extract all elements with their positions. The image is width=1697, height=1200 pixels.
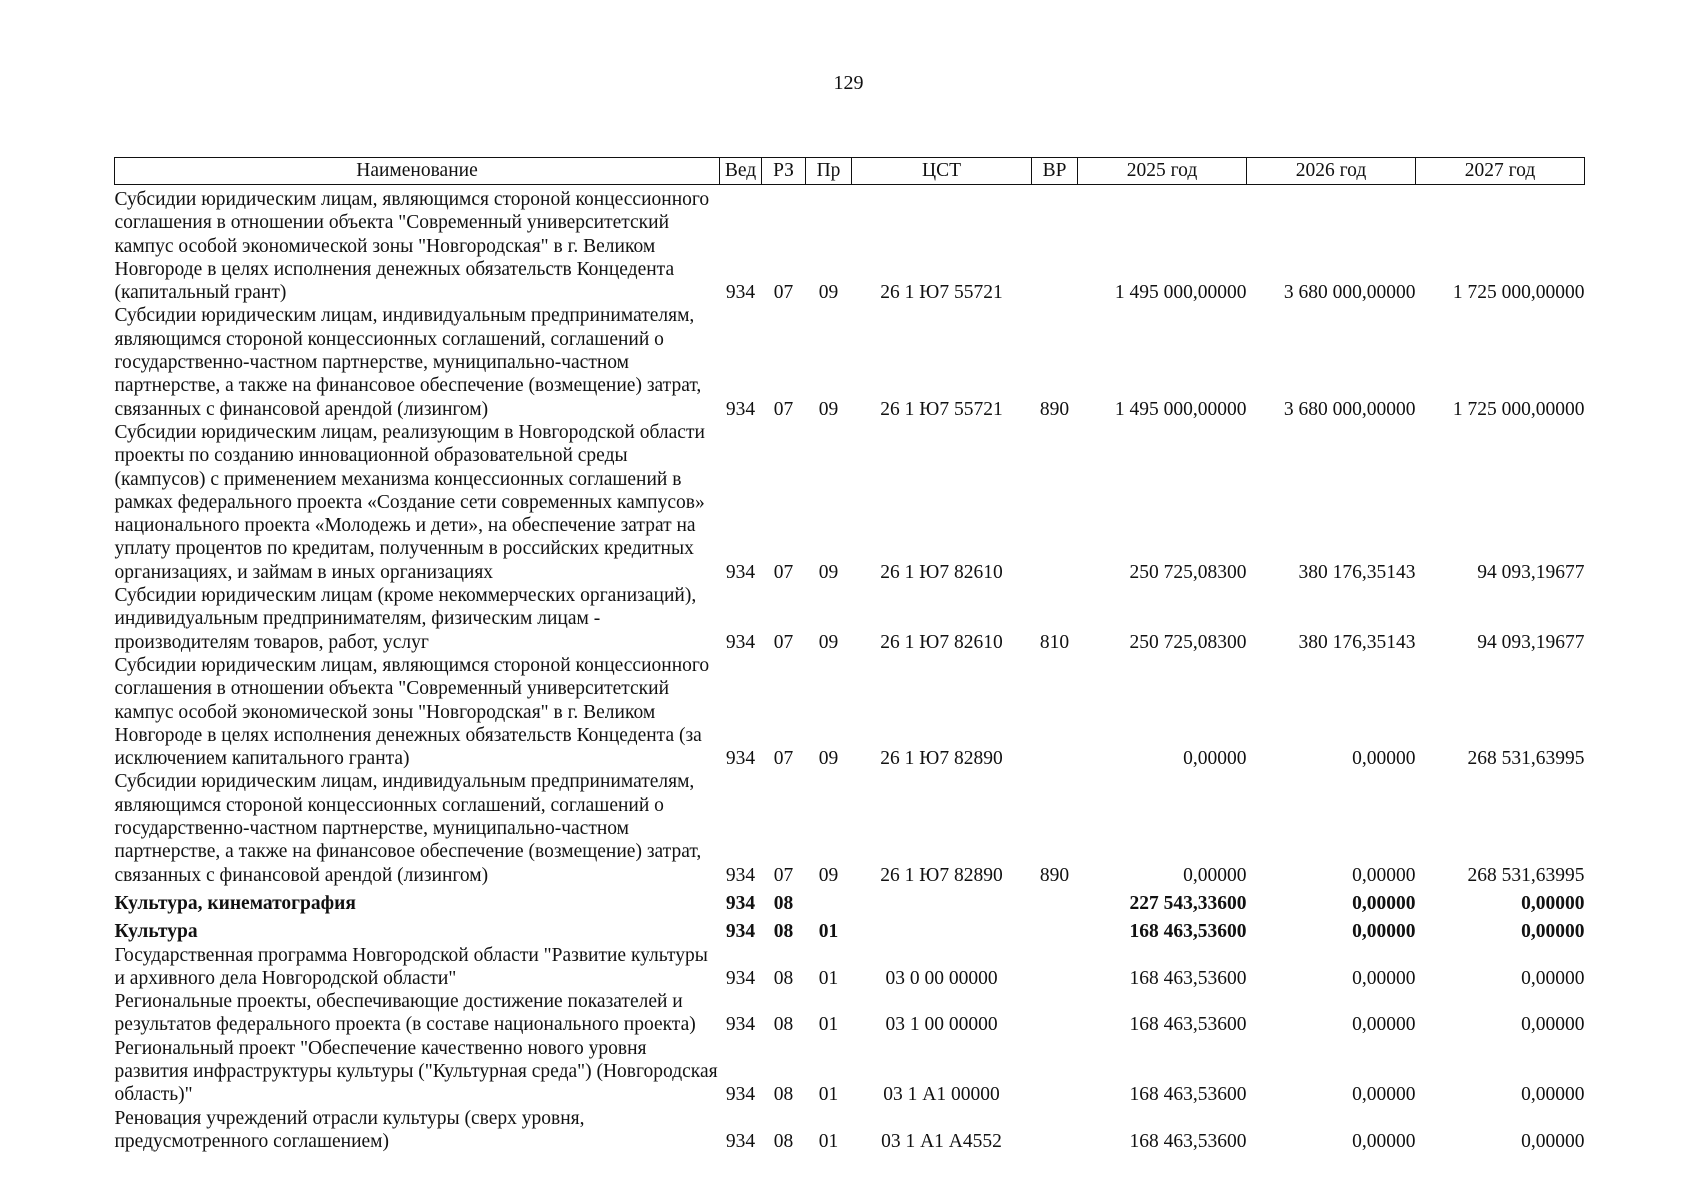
row-amount-2025: 168 463,53600 [1129,921,1247,943]
row-cst: 03 0 00 00000 [885,967,998,989]
row-amount-2027: 0,00000 [1521,921,1585,943]
row-name: Реновация учреждений отрасли культуры (сверх уровня, предусмотренного соглашением) [114,1107,585,1152]
row-pr: 01 [818,967,839,989]
row-amount-2025: 168 463,53600 [1129,1014,1247,1036]
row-rz: 07 [773,282,794,304]
table-row [115,770,1585,886]
row-amount-2027: 0,00000 [1521,1130,1585,1152]
row-name: Культура, кинематография [114,892,356,914]
row-pr: 09 [818,631,839,653]
row-ved: 934 [725,561,756,583]
row-ved: 934 [725,398,756,420]
table-row [115,1107,1585,1154]
header-rz: РЗ [762,158,806,185]
row-amount-2027: 94 093,19677 [1477,631,1585,653]
row-amount-2026: 0,00000 [1352,921,1416,943]
row-ved: 934 [725,1130,756,1152]
row-amount-2026: 3 680 000,00000 [1283,282,1416,304]
page-number: 129 [833,72,864,94]
row-rz: 08 [773,967,794,989]
row-rz: 07 [773,398,794,420]
row-amount-2026: 0,00000 [1352,1084,1416,1106]
row-name: Культура [114,921,198,943]
row-cst: 26 1 Ю7 82610 [880,631,1003,653]
row-ved: 934 [725,748,756,770]
row-pr [806,887,852,915]
row-amount-2026: 380 176,35143 [1298,631,1416,653]
row-name: Субсидии юридическим лицам, индивидуальным предпринимателям, являющимся стороной концессионных соглашений, соглашений о государственно-частном партнерстве, муниципально-частном партнерстве, а также на финансовое обеспечение (возмещение) затрат, связанных с финансовой арендой (лизингом) [114,305,702,420]
header-vr: ВР [1032,158,1078,185]
row-amount-2025: 250 725,08300 [1129,561,1247,583]
row-vr [1032,185,1078,305]
row-cst: 26 1 Ю7 82610 [880,561,1003,583]
table-header-row [115,158,1585,185]
row-vr [1032,1037,1078,1107]
row-amount-2027: 268 531,63995 [1467,748,1585,770]
row-vr: 810 [1039,631,1070,653]
row-amount-2026: 0,00000 [1352,748,1416,770]
table-row [115,584,1585,654]
budget-table [114,157,1585,1153]
row-rz: 07 [773,748,794,770]
row-amount-2025: 168 463,53600 [1129,1084,1247,1106]
row-amount-2027: 0,00000 [1521,967,1585,989]
row-pr: 09 [818,864,839,886]
table-row [115,185,1585,305]
row-amount-2025: 168 463,53600 [1129,1130,1247,1152]
row-amount-2026: 0,00000 [1352,967,1416,989]
row-amount-2026: 0,00000 [1352,1130,1416,1152]
row-rz: 07 [773,561,794,583]
row-cst: 26 1 Ю7 55721 [880,398,1003,420]
row-amount-2026: 0,00000 [1352,892,1416,914]
row-amount-2025: 168 463,53600 [1129,967,1247,989]
header-2026: 2026 год [1247,158,1416,185]
row-cst: 03 1 А1 А4552 [881,1130,1002,1152]
row-rz: 08 [773,921,794,943]
row-name: Субсидии юридическим лицам, индивидуальным предпринимателям, являющимся стороной концессионных соглашений, соглашений о государственно-частном партнерстве, муниципально-частном партнерстве, а также на финансовое обеспечение (возмещение) затрат, связанных с финансовой арендой (лизингом) [114,771,702,886]
row-rz: 07 [773,864,794,886]
header-2027: 2027 год [1416,158,1585,185]
row-name: Субсидии юридическим лицам, реализующим в Новгородской области проекты по созданию инновационной образовательной среды (кампусов) с применением механизма концессионных соглашений в рамках федерального проекта «Создание сети современных кампусов» национального проекта «Молодежь и дети», на обеспечение затрат на уплату процентов по кредитам, полученным в российских кредитных организациях, и займам в иных организациях [114,421,705,583]
header-cst: ЦСТ [852,158,1032,185]
row-amount-2025: 227 543,33600 [1129,892,1247,914]
table-row [115,915,1585,943]
table-row [115,654,1585,770]
row-amount-2027: 0,00000 [1521,1084,1585,1106]
table-row [115,990,1585,1037]
row-amount-2027: 268 531,63995 [1467,864,1585,886]
row-pr: 01 [818,1014,839,1036]
row-name: Субсидии юридическим лицам, являющимся стороной концессионного соглашения в отношении объекта "Современный университетский кампус особой экономической зоны "Новгородская" в г. Великом Новгороде в целях исполнения денежных обязательств Концедента (капитальный грант) [114,189,710,304]
row-amount-2027: 0,00000 [1521,892,1585,914]
row-amount-2025: 1 495 000,00000 [1114,282,1247,304]
row-ved: 934 [725,631,756,653]
row-cst: 26 1 Ю7 55721 [880,282,1003,304]
row-amount-2025: 250 725,08300 [1129,631,1247,653]
row-pr: 09 [818,748,839,770]
row-rz: 08 [773,1014,794,1036]
header-ved: Вед [720,158,762,185]
row-rz: 08 [773,1130,794,1152]
table-row [115,944,1585,991]
row-cst: 26 1 Ю7 82890 [880,864,1003,886]
row-amount-2027: 0,00000 [1521,1014,1585,1036]
row-amount-2025: 0,00000 [1183,864,1247,886]
row-vr [1032,1107,1078,1154]
row-ved: 934 [725,282,756,304]
row-ved: 934 [725,1014,756,1036]
row-name: Региональные проекты, обеспечивающие достижение показателей и результатов федерального проекта (в составе национального проекта) [114,991,696,1036]
row-rz: 08 [773,1084,794,1106]
row-vr: 890 [1039,398,1070,420]
row-ved: 934 [725,864,756,886]
row-vr [1032,654,1078,770]
row-amount-2026: 0,00000 [1352,1014,1416,1036]
row-ved: 934 [725,921,756,943]
row-cst [852,887,1032,915]
row-name: Субсидии юридическим лицам, являющимся стороной концессионного соглашения в отношении объекта "Современный университетский кампус особой экономической зоны "Новгородская" в г. Великом Новгороде в целях исполнения денежных обязательств Концедента (за исключением капитального гранта) [114,654,710,770]
table-row [115,887,1585,915]
row-vr [1032,990,1078,1037]
row-amount-2025: 0,00000 [1183,748,1247,770]
row-vr [1032,915,1078,943]
row-vr [1032,887,1078,915]
row-vr [1032,421,1078,584]
row-ved: 934 [725,1084,756,1106]
row-pr: 09 [818,398,839,420]
row-pr: 09 [818,561,839,583]
row-pr: 01 [818,921,839,943]
row-name: Субсидии юридическим лицам (кроме некоммерческих организаций), индивидуальным предпринимателям, физическим лицам - производителям товаров, работ, услуг [114,585,697,653]
row-name: Региональный проект "Обеспечение качественно нового уровня развития инфраструктуры культуры ("Культурная среда") (Новгородская область)" [114,1037,718,1106]
header-2025: 2025 год [1078,158,1247,185]
row-amount-2026: 0,00000 [1352,864,1416,886]
row-name: Государственная программа Новгородской области "Развитие культуры и архивного дела Новгородской области" [114,944,708,989]
table-row [115,304,1585,420]
row-amount-2027: 94 093,19677 [1477,561,1585,583]
row-rz: 07 [773,631,794,653]
row-amount-2026: 380 176,35143 [1298,561,1416,583]
row-pr: 09 [818,282,839,304]
table-body [115,185,1585,1154]
row-amount-2027: 1 725 000,00000 [1452,398,1585,420]
row-cst [852,915,1032,943]
header-name: Наименование [115,158,720,185]
row-rz: 08 [773,892,794,914]
row-amount-2026: 3 680 000,00000 [1283,398,1416,420]
row-vr: 890 [1039,864,1070,886]
row-pr: 01 [818,1130,839,1152]
header-pr: Пр [806,158,852,185]
row-amount-2027: 1 725 000,00000 [1452,282,1585,304]
row-cst: 03 1 А1 00000 [883,1084,1000,1106]
row-ved: 934 [725,892,756,914]
row-cst: 03 1 00 00000 [885,1014,998,1036]
row-ved: 934 [725,967,756,989]
row-cst: 26 1 Ю7 82890 [880,748,1003,770]
row-pr: 01 [818,1084,839,1106]
row-amount-2025: 1 495 000,00000 [1114,398,1247,420]
table-row [115,1037,1585,1107]
row-vr [1032,944,1078,991]
table-row [115,421,1585,584]
